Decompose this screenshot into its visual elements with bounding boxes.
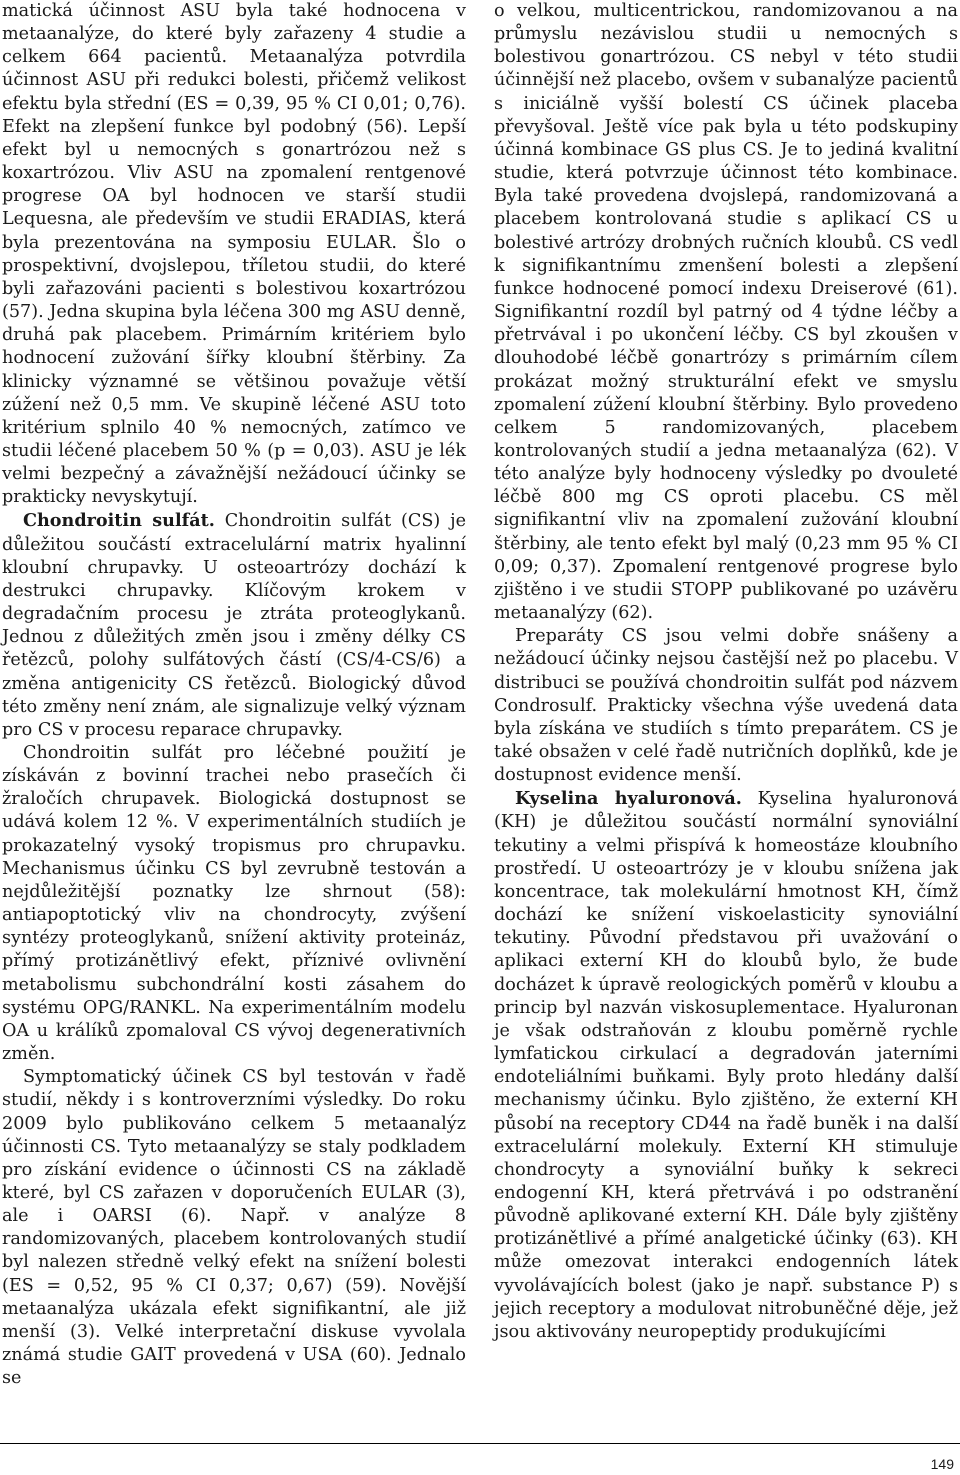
- left-column: [2, 0, 466, 1390]
- page-number: 149: [930, 1456, 954, 1472]
- paragraph-chondroitin-intro: [2, 509, 466, 742]
- right-column: [494, 0, 958, 1344]
- paragraph-hyaluronic-acid-text: Kyselina hyaluronová (KH) je důležitou součástí normální synoviální tekutiny a velmi přispívá k homeostáze kloubního prostředí. U osteoartrózy je v kloubu snížena jak koncentrace, tak molekulární hmotnost KH, čímž dochází ke snížení viskoelasticity synoviální tekutiny. Původní představou při uvažování o aplikaci externí KH do kloubů bylo, že bude docházet k úpravě reologických poměrů v kloubu a princip byl nazván viskosuplementace. Hyaluronan je však odstraňován z kloubu poměrně rychle lymfatickou cirkulací a degradován jaterními endoteliálními buňkami. Byly proto hledány další mechanismy účinku. Bylo zjištěno, že externí KH působí na receptory CD44 na řadě buněk i na další extracelulární molekuly. Externí KH stimuluje chondrocyty a synoviální buňky k sekreci endogenní KH, která přetrvává i po odstranění původně aplikované externí KH. Dále byly zjištěny protizánětlivé a přímé analgetické účinky (63). KH může omezovat interakci endogenních látek vyvolávajících bolest (jako je např. substance P) s jejich receptory a modulovat nitrobuněčné děje, jež jsou aktivovány neuropeptidy produkujícími: [494, 789, 958, 1342]
- section-heading-hyaluronic-acid: Kyselina hyaluronová.: [515, 788, 742, 810]
- section-heading-chondroitin: Chondroitin sulfát.: [23, 510, 215, 532]
- paragraph-hyaluronic-acid: [494, 787, 958, 1344]
- paragraph-chondroitin-source: Chondroitin sulfát pro léčebné použití je získáván z bovinní trachei nebo prasečích či žraločích chrupavek. Biologická dostupnost se udává kolem 12 %. V experimentálních studiích je prokazatelný vysoký tropismus pro chrupavku. Mechanismus účinku CS byl zevrubně testován a nejdůležitější poznatky lze shrnout (58): antiapoptotický vliv na chondrocyty, zvýšení syntézy proteoglykanů, snížení aktivity proteináz, přímý protizánětlivý efekt, příznivé ovlivnění metabolismu subchondrální kosti zásahem do systému OPG/RANKL. Na experimentálním modelu OA u králíků zpomaloval CS vývoj degenerativních změn.: [2, 743, 466, 1065]
- paragraph-cs-preparations: Preparáty CS jsou velmi dobře snášeny a nežádoucí účinky nejsou častější než po placebu. V distribuci se používá chondroitin sulfát pod názvem Condrosulf. Prakticky všechna výše uvedená data byla získána ve studiích s tímto preparátem. CS je také obsažen v celé řadě nutričních doplňků, kde je dostupnost evidence menší.: [494, 626, 958, 786]
- paragraph-gait-study: o velkou, multicentrickou, randomizovanou a na průmyslu nezávislou studii u nemocných s bolestivou gonartrózou. CS nebyl v této studii účinnější než placebo, ovšem v subanalýze pacientů s iniciálně vyšší bolestí CS účinek placeba převyšoval. Ještě více pak byla u této podskupiny účinná kombinace GS plus CS. Je to jediná kvalitní studie, která potvrzuje účinnost této kombinace. Byla také provedena dvojslepá, randomizovaná a placebem kontrolovaná studie s aplikací CS u bolestivé artrózy drobných ručních kloubů. CS vedl k signifikantnímu zmenšení bolesti a zlepšení funkce hodnocené pomocí indexu Dreiserové (61). Signifikantní rozdíl byl patrný od 4 týdne léčby a přetrvával i po ukončení léčby. CS byl zkoušen v dlouhodobé léčbě gonartrózy s primárním cílem prokázat možný strukturální efekt ve smyslu zpomalení zúžení kloubní štěrbiny. Bylo provedeno celkem 5 randomizovaných, placebem kontrolovaných studií a jedna metaanalýza (62). V této analýze byly hodnoceny výsledky po dvouleté léčbě 800 mg CS oproti placebu. CS měl signifikantní vliv na zpomalení zužování kloubní štěrbiny, ale tento efekt byl malý (0,23 mm 95 % CI 0,09; 0,37). Zpomalení rentgenové progrese bylo zjištěno i ve studii STOPP publikované po uzávěru metaanalýzy (62).: [494, 1, 958, 624]
- footer-divider: [0, 1443, 960, 1444]
- paragraph-asu-metaanalysis: matická účinnost ASU byla také hodnocena v metaanalýze, do které byly zařazeny 4 studie a celkem 664 pacientů. Metaanalýza potvrdila účinnost ASU při redukci bolesti, přičemž velikost efektu byla střední (ES = 0,39, 95 % CI 0,01; 0,76). Efekt na zlepšení funkce byl podobný (56). Lepší efekt byl u nemocných s gonartrózou než s koxartrózou. Vliv ASU na zpomalení rentgenové progrese OA byl hodnocen ve starší studii Lequesna, ale především ve studii ERADIAS, která byla prezentována na symposiu EULAR. Šlo o prospektivní, dvojslepou, tříletou studii, do které byli zařazováni pacienti s bolestivou koxartrózou (57). Jedna skupina byla léčena 300 mg ASU denně, druhá pak placebem. Primárním kritériem bylo hodnocení zužování šířky kloubní štěrbiny. Za klinicky významné se většinou považuje větší zúžení než 0,5 mm. Ve skupině léčené ASU toto kritérium splnilo 40 % nemocných, zatímco ve studii léčené placebem 50 % (p = 0,03). ASU je lék velmi bezpečný a závažnější nežádoucí účinky se prakticky nevyskytují.: [2, 1, 466, 508]
- paragraph-chondroitin-symptomatic: Symptomatický účinek CS byl testován v řadě studií, někdy i s kontroverzními výsledky. Do roku 2009 bylo publikováno celkem 5 metaanalýz účinnosti CS. Tyto metaanalýzy se staly podkladem pro získání evidence o účinnosti CS na základě které, byl CS zařazen v doporučeních EULAR (3), ale i OARSI (6). Např. v analýze 8 randomizovaných, placebem kontrolovaných studií byl nalezen středně velký efekt na snížení bolesti (ES = 0,52, 95 % CI 0,37; 0,67) (59). Novější metaanalýza ukázala efekt signifikantní, ale již menší (3). Velké interpretační diskuse vyvolala známá studie GAIT provedená v USA (60). Jednalo se: [2, 1067, 466, 1389]
- paragraph-chondroitin-intro-text: Chondroitin sulfát (CS) je důležitou součástí extracelulární matrix hyalinní kloubní chrupavky. U osteoartrózy dochází k destrukci chrupavky. Klíčovým krokem v degradačním procesu je ztráta proteoglykanů. Jednou z důležitých změn jsou i změny délky CS řetězců, polohy sulfátových částí (CS/4-CS/6) a změna antigenicity CS řetězců. Biologický důvod této změny není znám, ale signalizuje velký význam pro CS v procesu reparace chrupavky.: [2, 511, 466, 740]
